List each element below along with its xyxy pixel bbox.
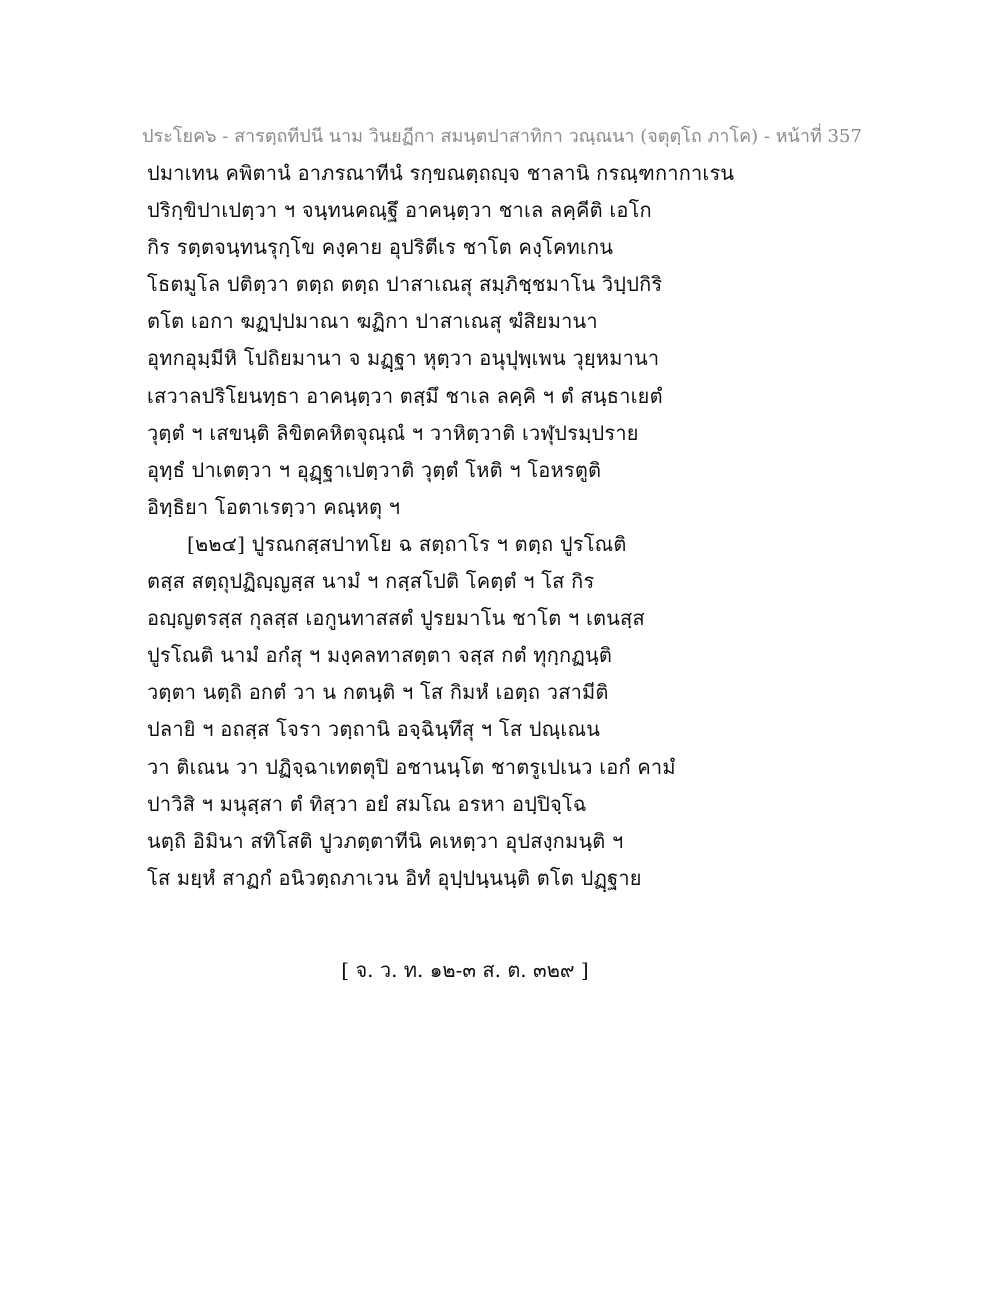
text-line: วุตฺตํ ฯ เสขนฺติ ลิขิตคหิตจุณฺณํ ฯ วาหิตฺวาติ เวฬุปรมฺปราย [147, 420, 639, 445]
text-line: ปูรโณติ นามํ อกํสุ ฯ มงฺคลทาสตฺตา จสฺส กตํ ทุกฺกฏนฺติ [147, 643, 613, 668]
text-line: ปาวิสิ ฯ มนุสฺสา ตํ ทิสฺวา อยํ สมโณ อรหา อปฺปิจฺโฉ [147, 791, 587, 816]
text-line: ปลายิ ฯ อถสฺส โจรา วตฺถานิ อจฺฉินฺทึสุ ฯ โส ปณฺเณน [147, 717, 601, 742]
text-line: โธตมูโล ปติตฺวา ตตฺถ ตตฺถ ปาสาเณสุ สมฺภิชฺชมาโน วิปฺปกิริ [147, 272, 663, 297]
text-line: อุทฺธํ ปาเตตฺวา ฯ อุฏฺฐาเปตฺวาติ วุตฺตํ โหติ ฯ โอหรตูติ [147, 457, 602, 482]
text-line: เสวาลปริโยนทฺธา อาคนฺตฺวา ตสฺมึ ชาเล ลคฺคิ ฯ ตํ สนฺธาเยตํ [147, 383, 663, 408]
text-line: นตฺถิ อิมินา สทิโสติ ปูวภตฺตาทีนิ คเหตฺวา อุปสงฺกมนฺติ ฯ [147, 828, 624, 853]
text-line: กิร รตฺตจนฺทนรุกฺโข คงฺคาย อุปริตีเร ชาโต คงฺโคทเกน [147, 235, 614, 260]
paragraph-start-line: [๒๒๔] ปูรณกสฺสปาทโย ฉ สตฺถาโร ฯ ตตฺถ ปูรโณติ [187, 531, 627, 556]
text-line: ปริกฺขิปาเปตฺวา ฯ จนฺทนคณฺฐึ อาคนฺตฺวา ชาเล ลคฺคีติ เอโก [147, 198, 652, 223]
running-header: ประโยค๖ - สารตฺถทีปนี นาม วินยฏีกา สมนฺตปาสาทิกา วณฺณนา (จตุตฺโถ ภาโค) - หน้าที่ 357 [142, 126, 862, 147]
text-line: ตสฺส สตฺถุปฏิญฺญสฺส นามํ ฯ กสฺสโปติ โคตฺตํ ฯ โส กิร [147, 569, 595, 594]
text-line: อุทกอุมฺมีหิ โปถิยมานา จ มฏฺฐา หุตฺวา อนุปุพฺเพน วุยฺหมานา [147, 346, 660, 371]
text-line: วา ติเณน วา ปฏิจฺฉาเทตตุปิ อชานนฺโต ชาตรูเปเนว เอกํ คามํ [147, 754, 676, 779]
text-line: ปมาเทน คพิตานํ อาภรณาทีนํ รกฺขณตฺถญฺจ ชาลานิ กรณฺฑกากาเรน [147, 161, 735, 185]
text-line: อิทฺธิยา โอตาเรตฺวา คณฺหตุ ฯ [147, 494, 401, 519]
text-line: โส มยฺหํ สาฏกํ อนิวตฺถภาเวน อิทํ อุปฺปนฺนนฺติ ตโต ปฏฺฐาย [147, 865, 642, 890]
text-line: วตฺตา นตฺถิ อกตํ วา น กตนฺติ ฯ โส กิมหํ เอตฺถ วสามีติ [147, 680, 609, 705]
text-line: ตโต เอกา ฆฏปฺปมาณา ฆฏิกา ปาสาเณสุ ฆํสิยมานา [147, 309, 598, 334]
text-line: อญฺญตรสฺส กุลสฺส เอกูนทาสสตํ ปูรยมาโน ชาโต ฯ เตนสฺส [147, 606, 645, 631]
page-reference: [ จ. ว. ท. ๑๒-๓ ส. ต. ๓๒๙ ] [341, 958, 589, 982]
body-text [147, 155, 735, 897]
